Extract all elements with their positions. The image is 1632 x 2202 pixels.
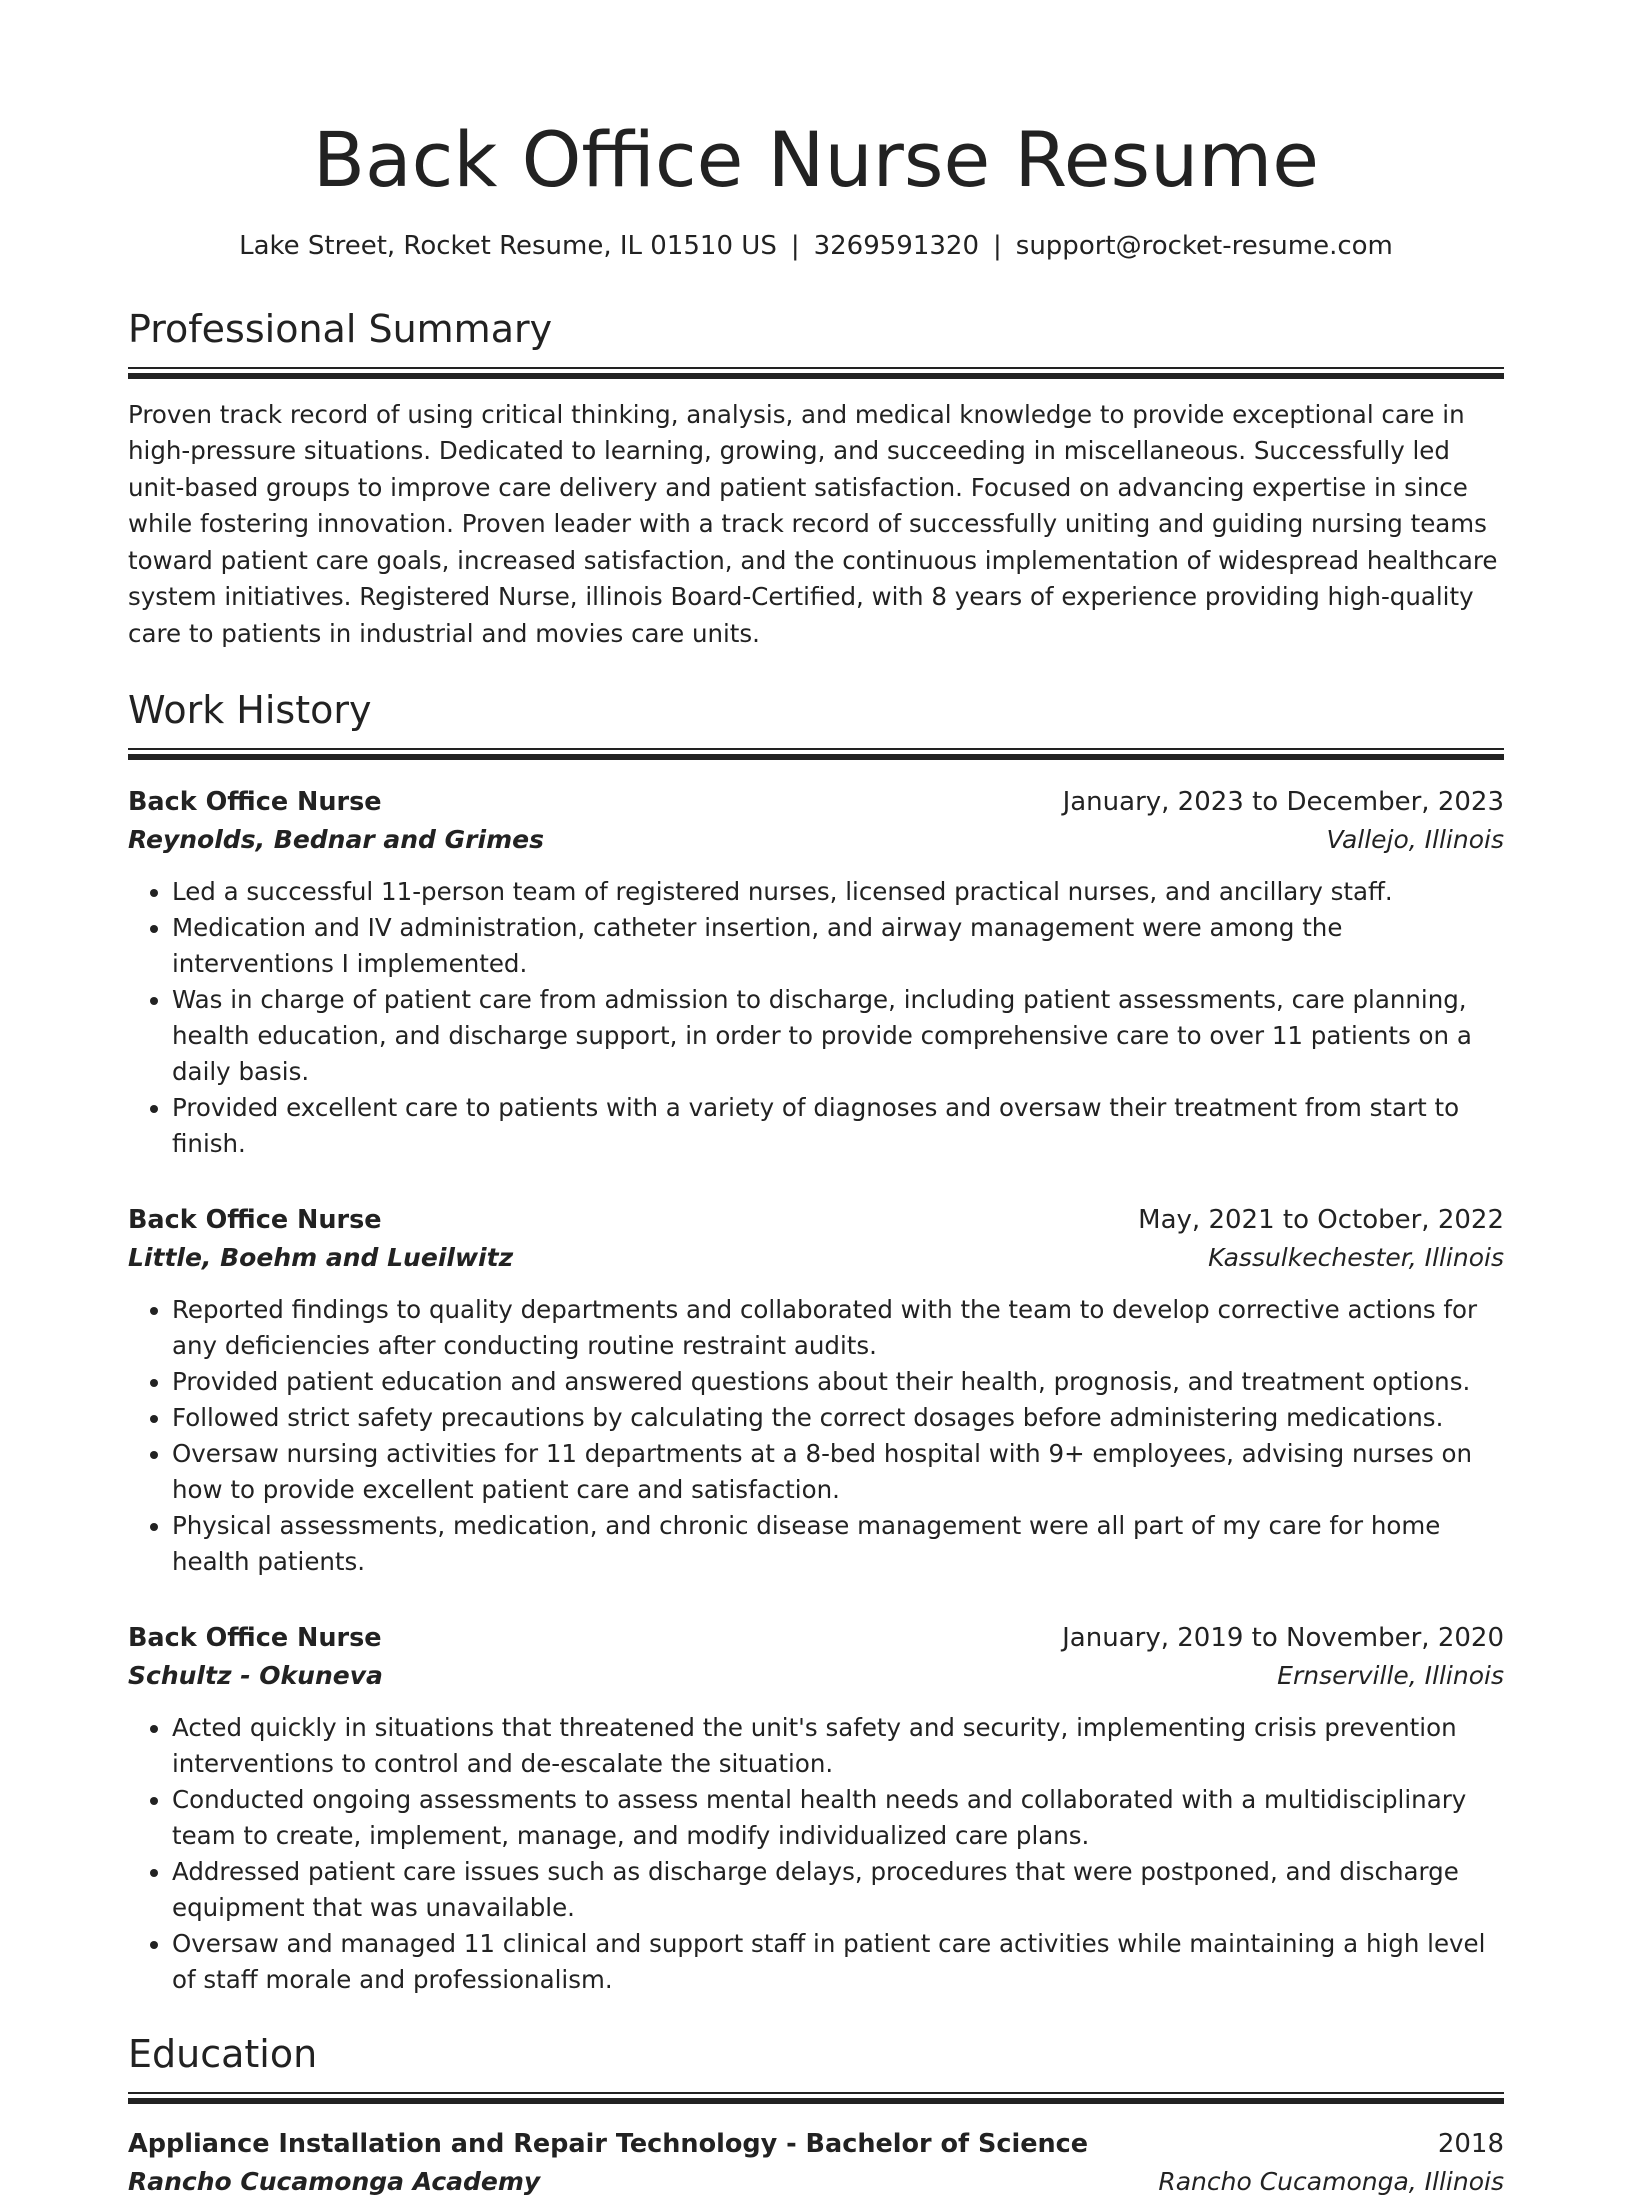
list-item: • Addressed patient care issues such as discharge delays, procedures that were postponed, and discharge equipment that was unavailable. [172, 1854, 1504, 1926]
contact-address: Lake Street, Rocket Resume, IL 01510 US [239, 230, 777, 261]
list-item: • Acted quickly in situations that threatened the unit's safety and security, implementing crisis prevention interventions to control and de-escalate the situation. [172, 1710, 1504, 1782]
list-item: • Medication and IV administration, catheter insertion, and airway management were among the interventions I implemented. [172, 910, 1504, 982]
education-section [128, 2032, 1504, 2202]
education-school: Rancho Cucamonga Academy [128, 2166, 541, 2196]
contact-separator: | [993, 230, 1002, 261]
job-dates: January, 2019 to November, 2020 [1062, 1623, 1504, 1654]
education-year: 2018 [1437, 2128, 1504, 2159]
job-bullets [128, 1292, 1504, 1580]
list-item: • Was in charge of patient care from admission to discharge, including patient assessments, care planning, health education, and discharge support, in order to provide comprehensive care to over 11 patients on a daily basis. [172, 982, 1504, 1090]
education-location: Rancho Cucamonga, Illinois [1158, 2166, 1504, 2196]
section-divider [128, 748, 1504, 760]
resume-title: Back Office Nurse Resume [312, 115, 1320, 204]
job-dates: May, 2021 to October, 2022 [1138, 1205, 1504, 1236]
education-entry [128, 2126, 1504, 2202]
list-item: • Oversaw and managed 11 clinical and support staff in patient care activities while maintaining a high level of staff morale and professionalism. [172, 1926, 1504, 1998]
education-degree: Appliance Installation and Repair Technology - Bachelor of Science [128, 2128, 1089, 2159]
list-item: • Oversaw nursing activities for 11 departments at a 8-bed hospital with 9+ employees, advising nurses on how to provide excellent patient care and satisfaction. [172, 1436, 1504, 1508]
job-location: Vallejo, Illinois [1326, 825, 1504, 855]
work-history-section [128, 688, 1504, 1998]
job-entry [128, 784, 1504, 1162]
list-item: • Reported findings to quality departments and collaborated with the team to develop corrective actions for any deficiencies after conducting routine restraint audits. [172, 1292, 1504, 1364]
contact-phone: 3269591320 [813, 230, 980, 261]
list-item: • Provided patient education and answered questions about their health, prognosis, and treatment options. [172, 1364, 1504, 1400]
job-company: Little, Boehm and Lueilwitz [128, 1243, 514, 1273]
job-entry [128, 1620, 1504, 1998]
section-divider [128, 367, 1504, 379]
section-heading-education: Education [128, 2032, 318, 2077]
job-title: Back Office Nurse [128, 787, 382, 818]
list-item: • Followed strict safety precautions by calculating the correct dosages before administering medications. [172, 1400, 1504, 1436]
contact-separator: | [790, 230, 800, 261]
job-title: Back Office Nurse [128, 1623, 382, 1654]
job-bullets [128, 874, 1504, 1162]
job-entry [128, 1202, 1504, 1580]
section-divider [128, 2092, 1504, 2104]
job-company: Reynolds, Bednar and Grimes [128, 825, 544, 855]
list-item: • Led a successful 11-person team of registered nurses, licensed practical nurses, and ancillary staff. [172, 874, 1504, 910]
job-location: Ernserville, Illinois [1277, 1661, 1504, 1691]
list-item: • Physical assessments, medication, and chronic disease management were all part of my care for home health patients. [172, 1508, 1504, 1580]
list-item: • Provided excellent care to patients with a variety of diagnoses and oversaw their treatment from start to finish. [172, 1090, 1504, 1162]
summary-text: Proven track record of using critical thinking, analysis, and medical knowledge to provide exceptional care in high-pressure situations. Dedicated to learning, growing, and succeeding in miscellaneous. Successfully led unit-based groups to improve care delivery and patient satisfaction. Focused on advancing expertise in since while fostering innovation. Proven leader with a track record of successfully uniting and guiding nursing teams toward patient care goals, increased satisfaction, and the continuous implementation of widespread healthcare system initiatives. Registered Nurse, illinois Board-Certified, with 8 years of experience providing high-quality care to patients in industrial and movies care units. [128, 399, 1498, 648]
list-item: • Conducted ongoing assessments to assess mental health needs and collaborated with a multidisciplinary team to create, implement, manage, and modify individualized care plans. [172, 1782, 1504, 1854]
section-heading-summary: Professional Summary [128, 307, 553, 352]
job-title: Back Office Nurse [128, 1205, 382, 1236]
job-bullets [128, 1710, 1504, 1998]
job-dates: January, 2023 to December, 2023 [1062, 787, 1504, 818]
professional-summary-section [128, 307, 1504, 652]
contact-line [128, 230, 1504, 264]
job-location: Kassulkechester, Illinois [1208, 1243, 1504, 1273]
section-heading-work: Work History [128, 688, 372, 733]
job-company: Schultz - Okuneva [128, 1661, 383, 1691]
contact-email: support@rocket-resume.com [1015, 230, 1393, 261]
